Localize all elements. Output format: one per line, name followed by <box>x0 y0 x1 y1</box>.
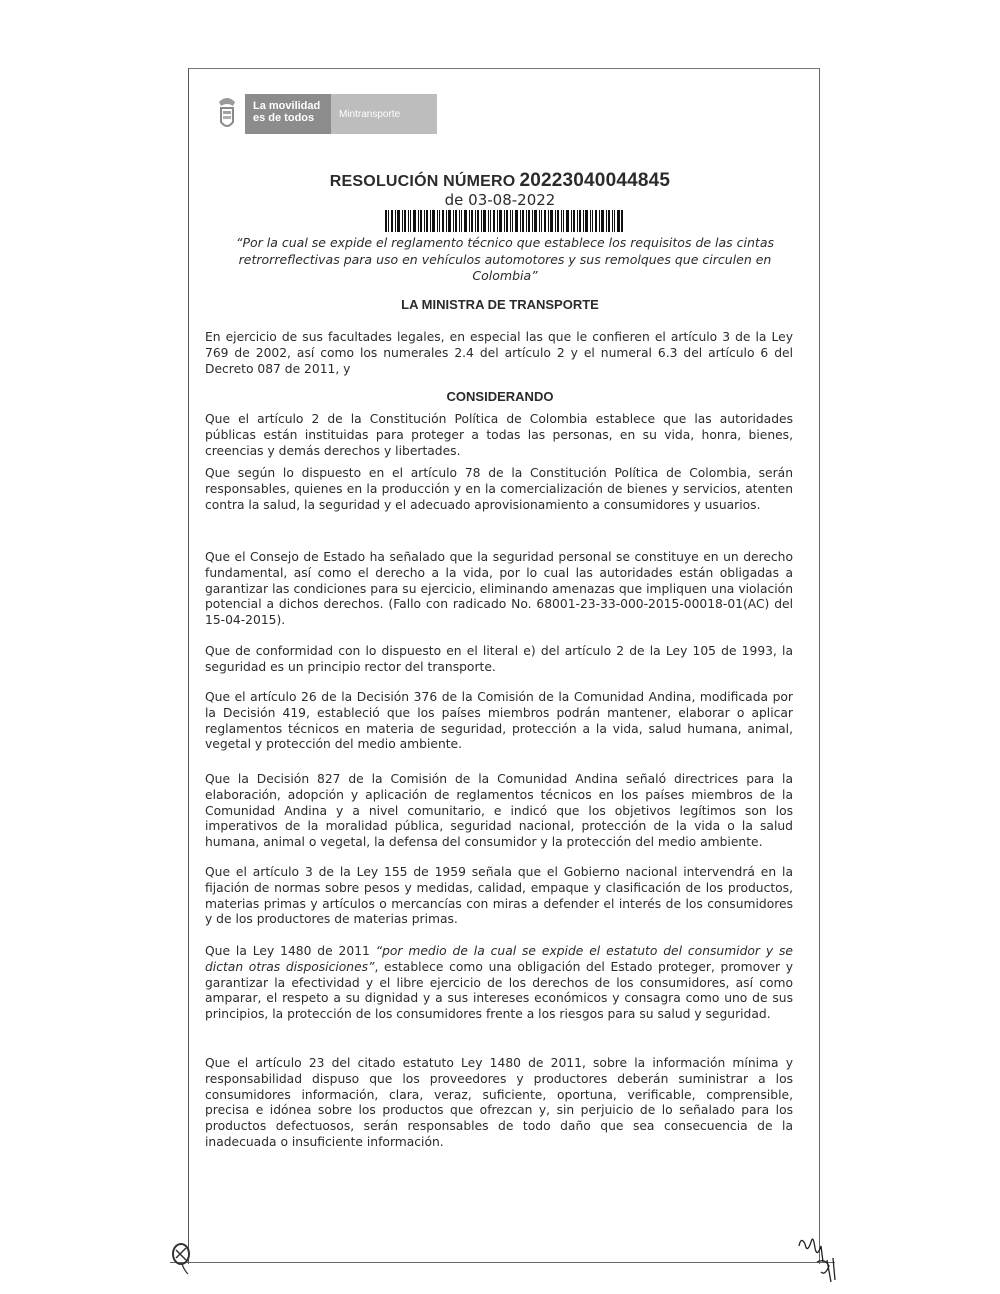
considerando-paragraph-2: Que según lo dispuesto en el artículo 78 de la Constitución Política de Colombia, serán responsables, quienes en la producción y en la comercialización de bienes y servicios, atenten contra la salud, la seguridad y el adecuado aprovisionamiento a consumidores y usuarios. <box>205 466 793 512</box>
considerando-paragraph-8 <box>205 944 793 1023</box>
paragraph-8-start: Que la Ley 1480 de 2011 <box>205 944 376 958</box>
logo-slogan-line2: es de todos <box>253 112 315 124</box>
logo-ministry-name: Mintransporte <box>331 94 437 134</box>
ministry-logo <box>215 94 437 134</box>
considerando-paragraph-5: Que el artículo 26 de la Decisión 376 de la Comisión de la Comunidad Andina, modificada por la Decisión 419, estableció que los países miembros podrán mantener, elaborar o aplicar reglamentos técnicos en materia de seguridad, protección a la vida, salud humana, animal, vegetal y protección del medio ambiente. <box>205 690 793 752</box>
resolution-subtitle: “Por la cual se expide el reglamento técnico que establece los requisitos de las cintas retrorreflectivas para uso en vehículos automotores y sus remolques que circulen en Colombia” <box>235 235 774 283</box>
considerando-paragraph-7: Que el artículo 3 de la Ley 155 de 1959 señala que el Gobierno nacional intervendrá en la fijación de normas sobre pesos y medidas, calidad, empaque y clasificación de los productos, materias primas y artículos o mercancías con miras a defender el interés de los consumidores y de los productores de materias primas. <box>205 865 793 927</box>
resolution-number: 20223040044845 <box>519 170 671 191</box>
stamp-mark-icon <box>170 1240 192 1276</box>
considerando-paragraph-9: Que el artículo 23 del citado estatuto Ley 1480 de 2011, sobre la información mínima y responsabilidad dispuso que los proveedores y productores deberán suministrar a los consumidores información, clara, veraz, suficiente, oportuna, verificable, comprensible, precisa e idónea sobre los productos que ofrezcan y, sin perjuicio de lo señalado para los productos defectuosos, serán responsables de todo daño que sea consecuencia de la inadecuada o insuficiente información. <box>205 1056 793 1149</box>
resolution-title-label: RESOLUCIÓN NÚMERO <box>329 173 516 190</box>
coat-of-arms-icon <box>215 94 239 134</box>
considerando-paragraph-6: Que la Decisión 827 de la Comisión de la Comunidad Andina señaló directrices para la elaboración, adopción y aplicación de reglamentos técnicos en los países miembros de la Comunidad Andina y a nivel comunitario, e indicó que los objetivos legítimos son los imperativos de la moralidad pública, seguridad nacional, protección de la vida o la salud humana, animal o vegetal, la defensa del consumidor y la protección del medio ambiente. <box>205 772 793 850</box>
logo-slogan-line1: La movilidad <box>253 100 321 112</box>
considerando-paragraph-1: Que el artículo 2 de la Constitución Política de Colombia establece que las autoridades públicas están instituidas para proteger a todas las personas, en su vida, honra, bienes, creencias y demás derechos y libertades. <box>205 412 793 458</box>
paragraph-8-law-title: “por medio de la cual se expide el estatuto del consumidor y se dictan otras disposiciones” <box>205 944 793 974</box>
page-border-bottom <box>170 1262 835 1263</box>
considerando-paragraph-4: Que de conformidad con lo dispuesto en el literal e) del artículo 2 de la Ley 105 de 1993, la seguridad es un principio rector del transporte. <box>205 644 793 674</box>
considerando-heading: CONSIDERANDO <box>446 389 554 404</box>
paragraph-8-end: , establece como una obligación del Estado proteger, promover y garantizar la efectividad y el libre ejercicio de los derechos de los consumidores, así como amparar, el respeto a su dignidad y a sus intereses económicos y consagra como uno de sus principios, la protección de los consumidores frente a los riesgos para su salud y seguridad. <box>205 959 793 1022</box>
signature-initials-icon <box>795 1232 845 1284</box>
resolution-title <box>0 170 1000 192</box>
preamble-paragraph: En ejercicio de sus facultades legales, en especial las que le confieren el artículo 3 de la Ley 769 de 2002, así como los numerales 2.4 del artículo 2 y el numeral 6.3 del artículo 6 del Decreto 087 de 2011, y <box>205 330 793 376</box>
considerando-paragraph-3: Que el Consejo de Estado ha señalado que la seguridad personal se constituye en un derecho fundamental, así como el derecho a la vida, por lo cual las autoridades están obligadas a garantizar las condiciones para su ejercicio, eliminando amenazas que impliquen una violación potencial a dichos derechos. (Fallo con radicado No. 68001-23-33-000-2015-00018-01(AC) del 15-04-2015). <box>205 550 793 628</box>
logo-slogan <box>245 94 331 134</box>
barcode-icon <box>385 210 623 232</box>
authority-heading: LA MINISTRA DE TRANSPORTE <box>401 297 599 312</box>
resolution-date: de 03-08-2022 <box>444 191 556 209</box>
